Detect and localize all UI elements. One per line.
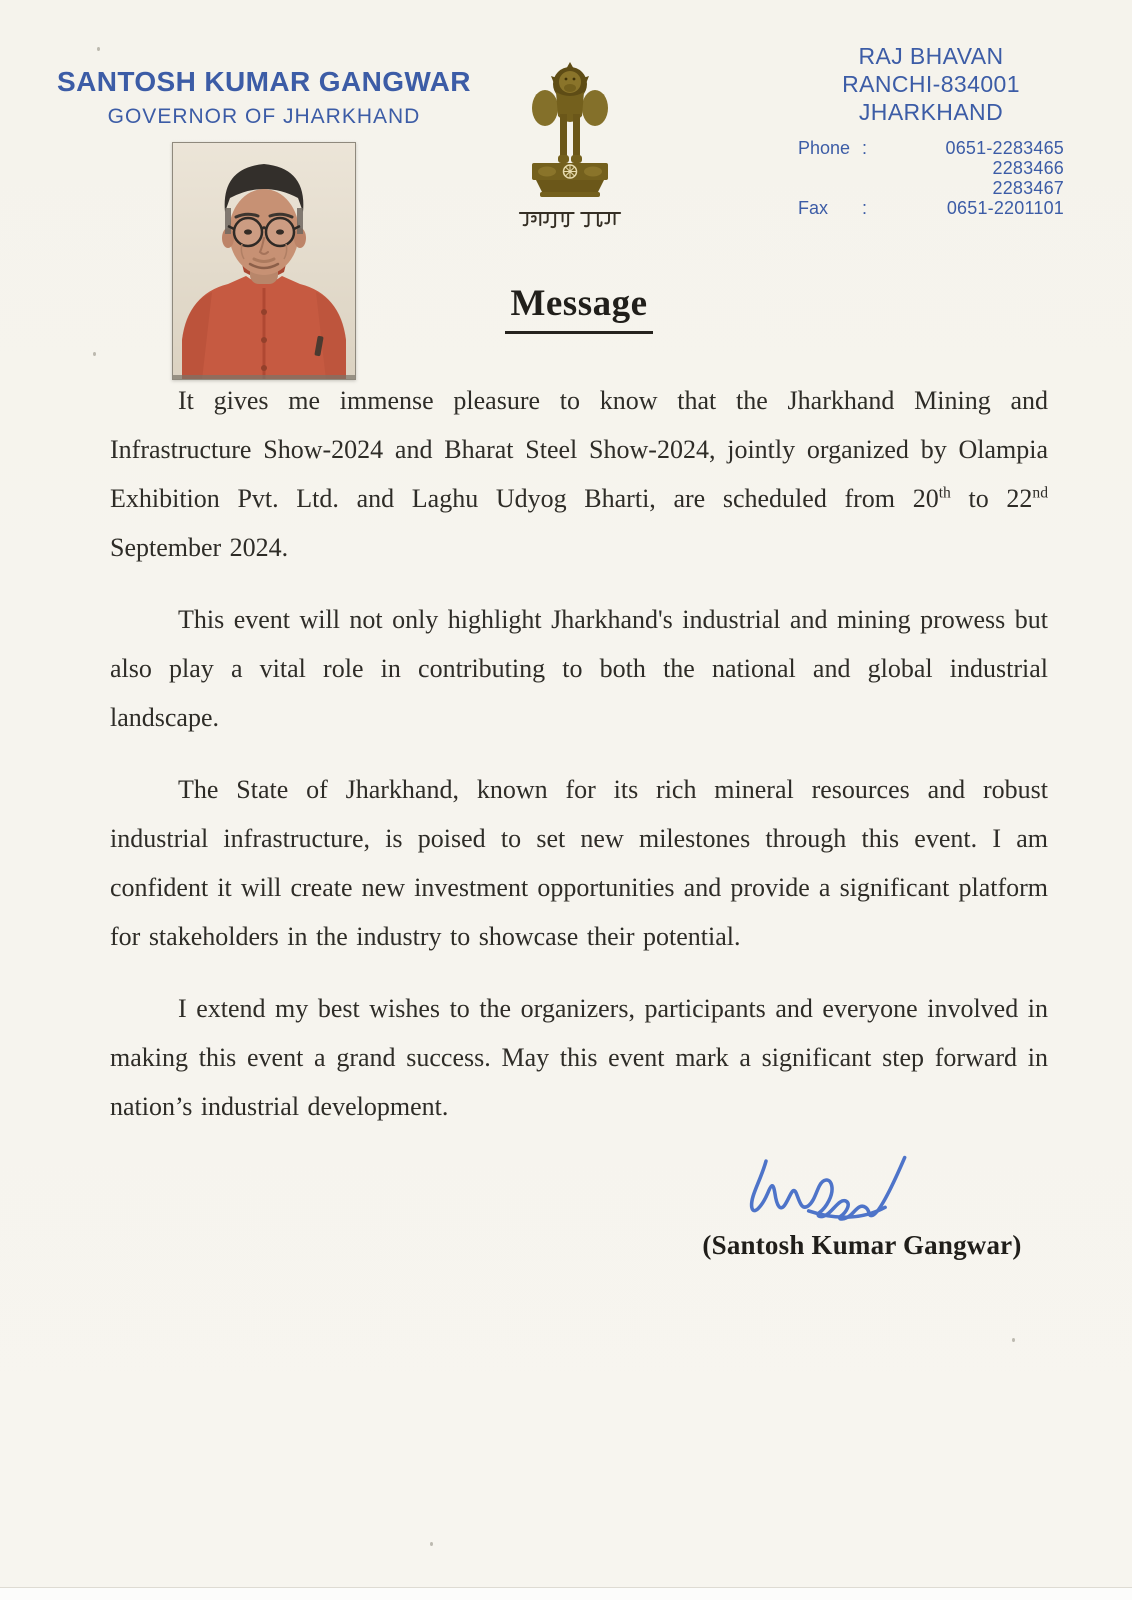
phone-label: Phone <box>798 138 851 158</box>
signature-block <box>676 1154 1048 1261</box>
address-line: JHARKHAND <box>858 99 1004 125</box>
phone-number: 2283467 <box>992 178 1064 198</box>
sender-name: SANTOSH KUMAR GANGWAR <box>57 66 471 97</box>
ordinal-superscript: th <box>938 484 951 502</box>
address-line: RANCHI-834001 <box>842 71 1020 97</box>
phone-number: 0651-2283465 <box>945 138 1064 158</box>
paragraph-2: This event will not only highlight Jharkhand's industrial and mining prowess but also play a vital role in contributing to both the national and global industrial landscape. <box>110 605 1048 732</box>
phone-number: 2283466 <box>992 158 1064 178</box>
office-address <box>798 42 1064 126</box>
colon: : <box>862 138 868 158</box>
address-line: RAJ BHAVAN <box>858 43 1004 69</box>
sender-title: GOVERNOR OF JHARKHAND <box>107 105 421 128</box>
fax-number: 0651-2201101 <box>946 198 1064 218</box>
paper-speck <box>97 47 100 51</box>
paper-speck <box>1012 1338 1015 1342</box>
title-wrap <box>110 282 1048 334</box>
paragraph-3: The State of Jharkhand, known for its rich mineral resources and robust industrial infrastructure, is poised to set new milestones through this event. I am confident it will create new investment opportunities and provide a significant platform for stakeholders in the industry to showcase their potential. <box>110 775 1048 951</box>
paragraph-4: I extend my best wishes to the organizers, participants and everyone involved in making this event a grand success. May this event mark a significant step forward in nation’s industrial development. <box>110 994 1048 1121</box>
fax-label: Fax <box>798 198 829 218</box>
paragraph-text: It gives me immense pleasure to know that the Jharkhand Mining and Infrastructure Show-2024 and Bharat Steel Show-2024, jointly organized by Olampia Exhibition Pvt. Ltd. and Laghu Udyog Bharti, are scheduled from 20 <box>110 386 1048 513</box>
paper-speck <box>93 352 96 356</box>
emblem-of-india-icon <box>522 58 618 204</box>
letter-body <box>110 282 1048 1261</box>
address-block <box>798 42 1064 218</box>
scan-edge <box>0 1587 1132 1600</box>
page-title: Message <box>505 282 652 334</box>
contact-info <box>798 138 1064 218</box>
handwritten-signature <box>711 1154 933 1234</box>
phone-row <box>798 138 1064 158</box>
paragraph-text: September 2024. <box>110 533 289 562</box>
colon: : <box>862 198 868 218</box>
fax-row <box>798 198 1064 218</box>
emblem-block <box>508 58 632 230</box>
satyameva-jayate-motto <box>518 209 622 230</box>
ordinal-superscript: nd <box>1032 484 1048 502</box>
signatory-name: (Santosh Kumar Gangwar) <box>702 1230 1022 1260</box>
phone-row <box>798 178 1064 198</box>
phone-row <box>798 158 1064 178</box>
paragraph-text: to 22 <box>950 484 1033 513</box>
paper-speck <box>430 1542 433 1546</box>
paragraph-1 <box>110 376 1048 572</box>
